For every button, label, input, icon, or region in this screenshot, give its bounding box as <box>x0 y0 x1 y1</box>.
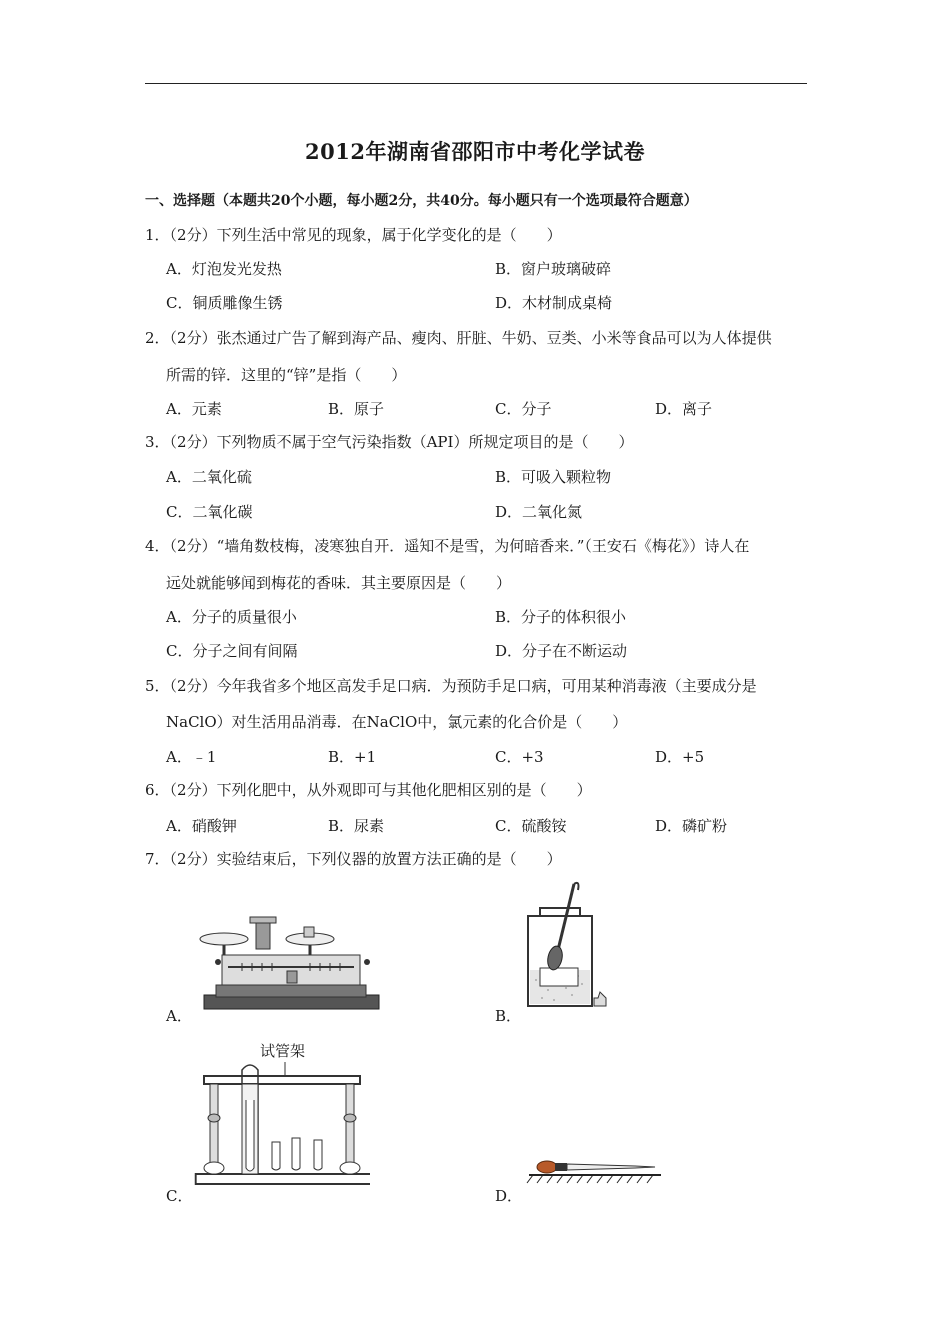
question-1-option-a: A．灯泡发光发热 <box>166 260 282 278</box>
question-6-stem: 6．（2分）下列化肥中，从外观即可与其他化肥相区别的是（ ） <box>145 781 592 799</box>
question-1-option-c: C．铜质雕像生锈 <box>166 294 283 312</box>
question-2-option-a: A．元素 <box>166 400 222 418</box>
section-heading: 一、选择题（本题共20个小题，每小题2分，共40分。每小题只有一个选项最符合题意） <box>145 193 698 209</box>
question-2-option-d: D．离子 <box>655 400 713 418</box>
question-7-option-a: A． <box>166 1007 192 1025</box>
question-7-option-b: B． <box>495 1007 522 1025</box>
question-6-option-b: B．尿素 <box>328 817 385 835</box>
question-5-option-a: A．﹣1 <box>166 748 217 766</box>
reagent-bottle-figure <box>520 880 610 1010</box>
dropper-figure <box>525 1155 665 1187</box>
question-4-option-d: D．分子在不断运动 <box>495 642 628 660</box>
question-5-option-b: B．+1 <box>328 748 377 766</box>
question-5-option-d: D．+5 <box>655 748 705 766</box>
question-7-option-d: D． <box>495 1187 523 1205</box>
question-7-stem: 7．（2分）实验结束后，下列仪器的放置方法正确的是（ ） <box>145 850 562 868</box>
question-2-option-b: B．原子 <box>328 400 385 418</box>
question-6-option-a: A．硝酸钾 <box>166 817 237 835</box>
question-3-option-b: B．可吸入颗粒物 <box>495 468 612 486</box>
question-6-option-c: C．硫酸铵 <box>495 817 567 835</box>
question-3-option-a: A．二氧化硫 <box>166 468 252 486</box>
question-3-stem: 3．（2分）下列物质不属于空气污染指数（API）所规定项目的是（ ） <box>145 433 634 451</box>
question-1-option-d: D．木材制成桌椅 <box>495 294 613 312</box>
balance-figure <box>192 915 387 1015</box>
question-5-stem: 5．（2分）今年我省多个地区高发手足口病．为预防手足口病，可用某种消毒液（主要成分是 <box>145 677 757 695</box>
question-4-option-c: C．分子之间有间隔 <box>166 642 298 660</box>
question-2-stem: 2．（2分）张杰通过广告了解到海产品、瘦肉、肝脏、牛奶、豆类、小米等食品可以为人体提供 <box>145 329 772 347</box>
question-3-option-c: C．二氧化碳 <box>166 503 253 521</box>
question-3-option-d: D．二氧化氮 <box>495 503 583 521</box>
question-7-option-c: C． <box>166 1187 193 1205</box>
question-1-option-b: B．窗户玻璃破碎 <box>495 260 612 278</box>
question-6-option-d: D．磷矿粉 <box>655 817 728 835</box>
question-4-stem: 4．（2分）“墙角数枝梅，凌寒独自开．遥知不是雪，为何暗香来．”（王安石《梅花》）诗人在 <box>145 537 750 555</box>
question-1-stem: 1．（2分）下列生活中常见的现象，属于化学变化的是（ ） <box>145 226 562 244</box>
question-4-option-a: A．分子的质量很小 <box>166 608 297 626</box>
question-4-stem-cont: 远处就能够闻到梅花的香味．其主要原因是（ ） <box>166 574 512 592</box>
test-tube-rack-figure <box>190 1060 370 1190</box>
header-rule <box>145 83 807 84</box>
question-2-stem-cont: 所需的锌．这里的“锌”是指（ ） <box>166 366 407 384</box>
question-2-option-c: C．分子 <box>495 400 552 418</box>
question-5-option-c: C．+3 <box>495 748 544 766</box>
page-title: 2012年湖南省邵阳市中考化学试卷 <box>305 139 645 164</box>
test-tube-rack-caption: 试管架 <box>260 1042 306 1060</box>
question-4-option-b: B．分子的体积很小 <box>495 608 627 626</box>
question-5-stem-cont: NaClO）对生活用品消毒．在NaClO中，氯元素的化合价是（ ） <box>166 713 628 731</box>
